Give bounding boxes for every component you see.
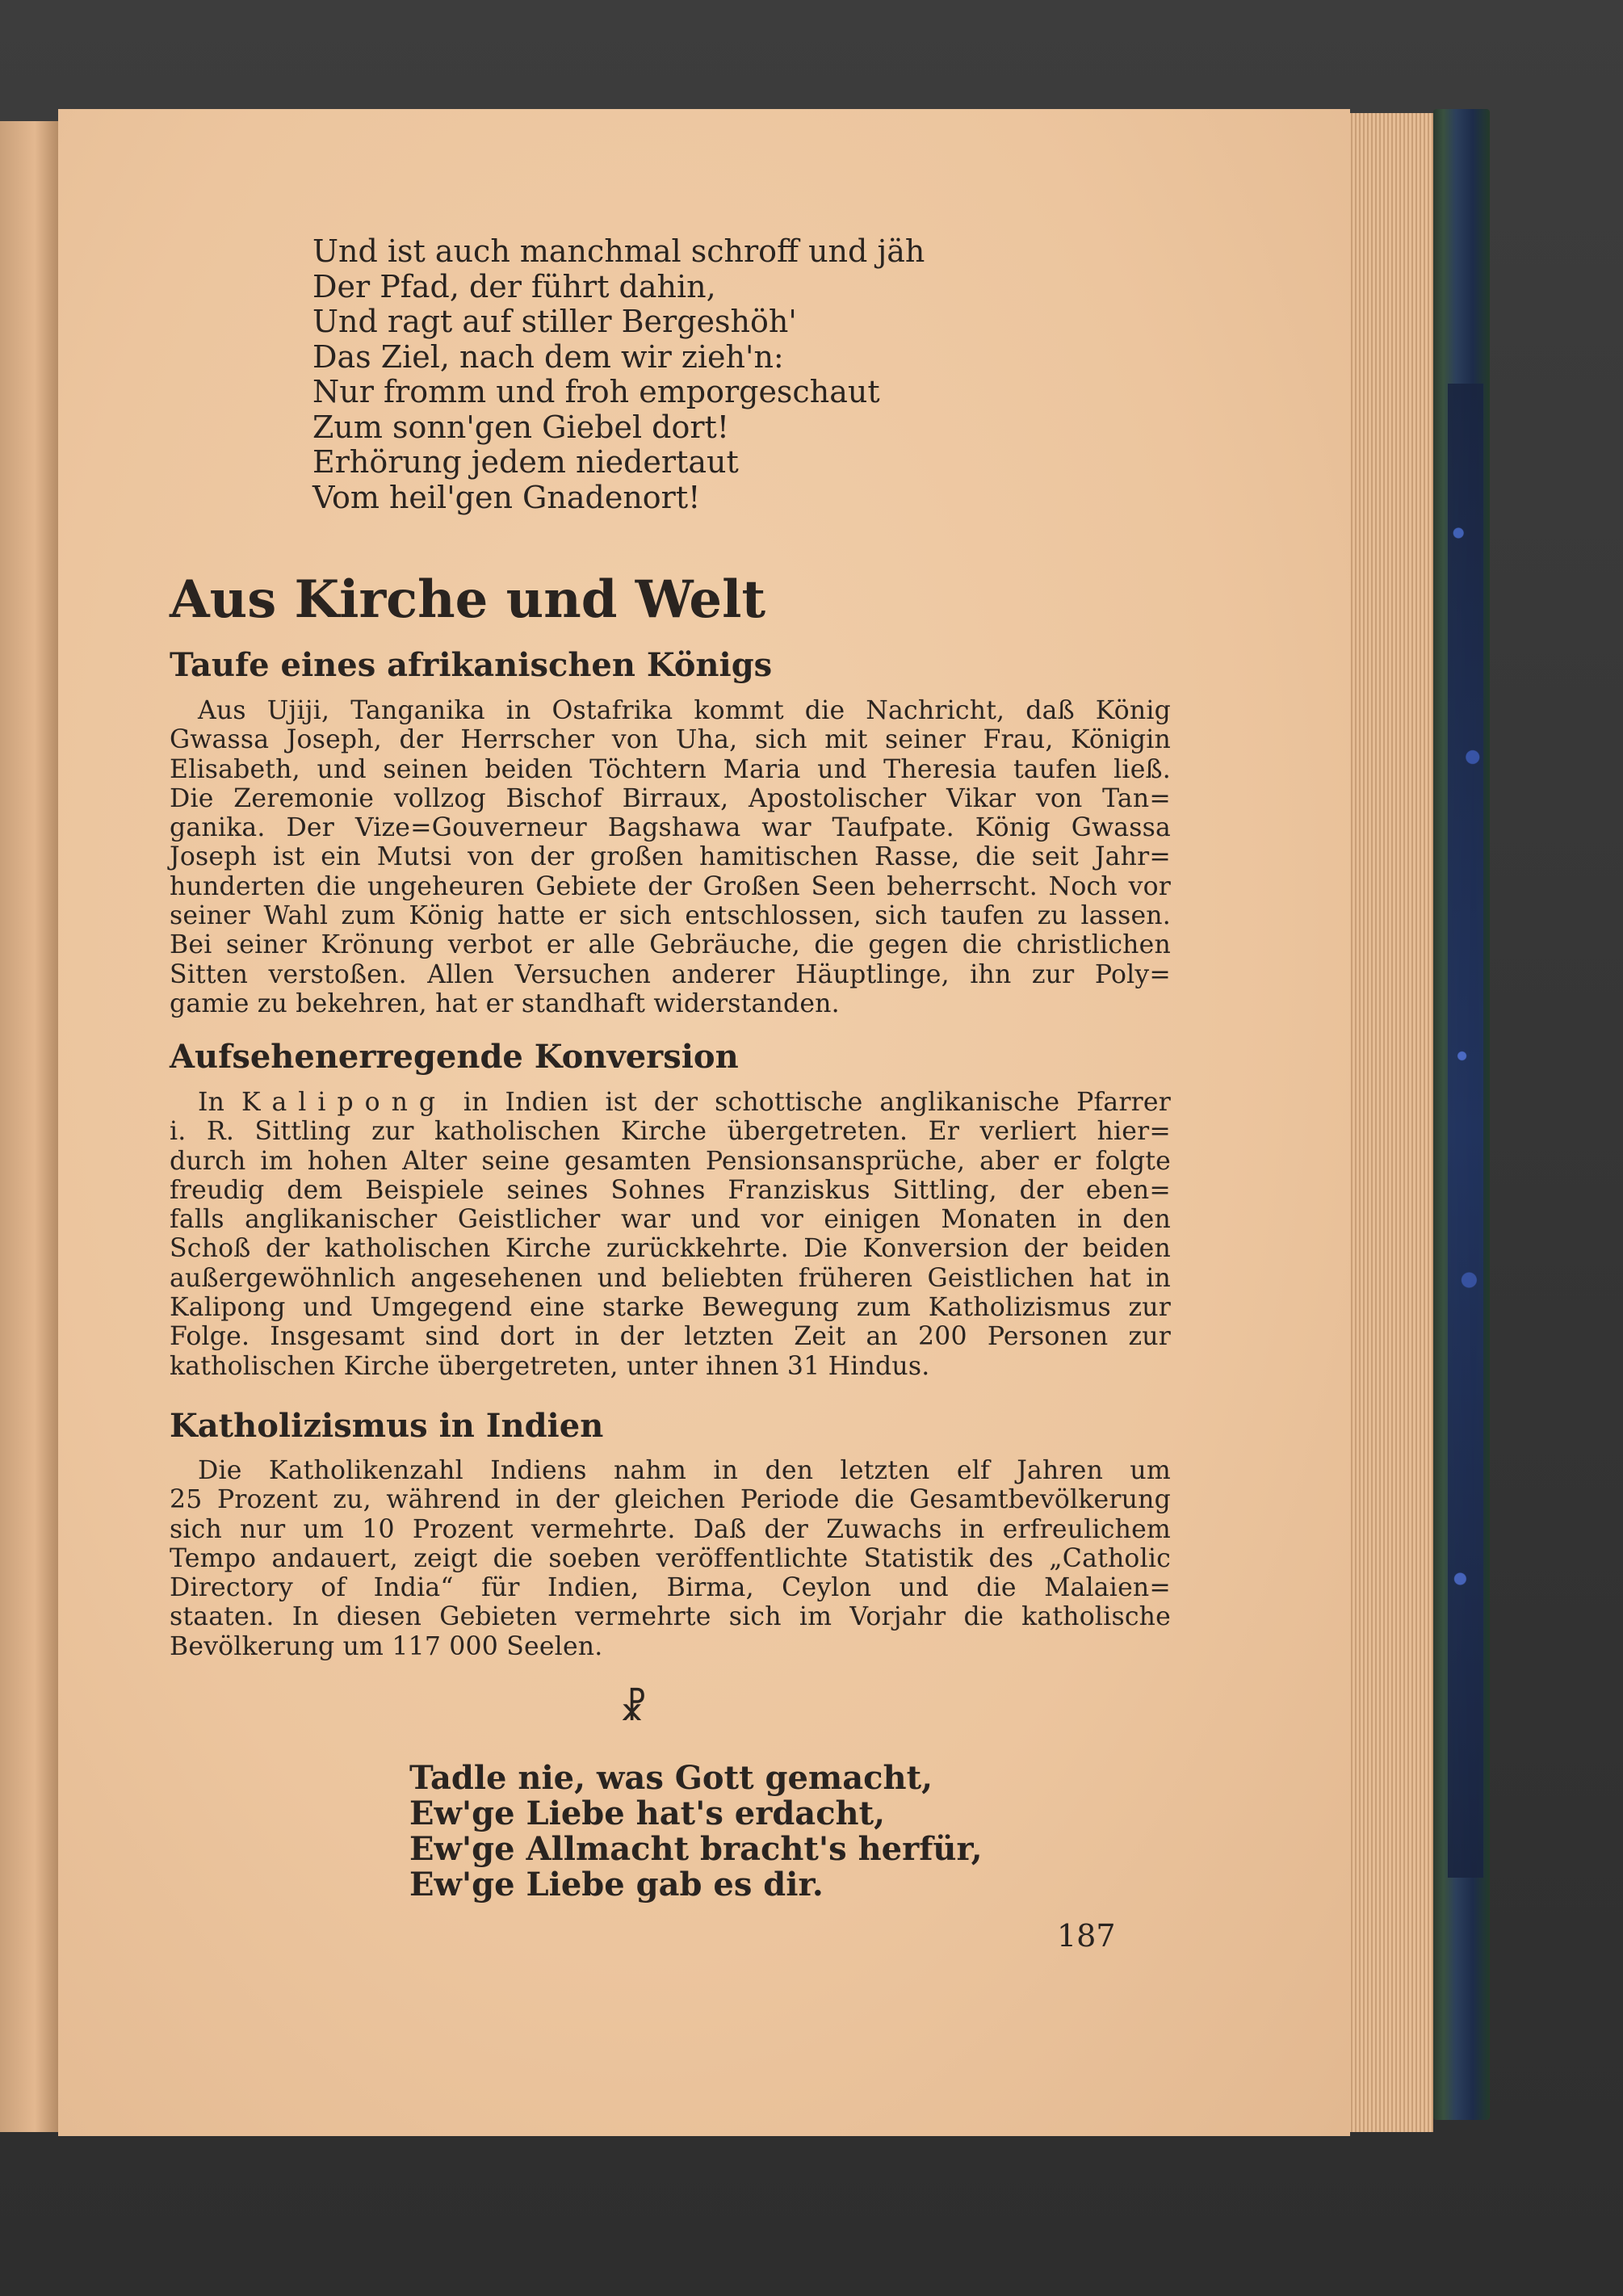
text-line: 25 Prozent zu, während in der gleichen Periode die Gesamtbevölkerung — [170, 1485, 1171, 1515]
poem-line: Vom heil'gen Gnadenort! — [312, 479, 701, 515]
verse-line: Tadle nie, was Gott gemacht, — [409, 1759, 933, 1797]
text-line: Die Katholikenzahl Indiens nahm in den letzten elf Jahren um — [198, 1456, 1171, 1485]
article-heading: Taufe eines afrikanischen Königs — [170, 646, 773, 684]
text-line: Tempo andauert, zeigt die soeben veröffentlichte Statistik des „Catholic — [170, 1543, 1171, 1573]
text-line: Kalipong und Umgegend eine starke Bewegung zum Katholizismus zur — [170, 1293, 1171, 1323]
text-line: staaten. In diesen Gebieten vermehrte sich im Vorjahr die katholische — [170, 1602, 1171, 1632]
text-line: Elisabeth, und seinen beiden Töchtern Maria und Theresia taufen ließ. — [170, 754, 1171, 784]
text-line: falls anglikanischer Geistlicher war und vor einigen Monaten in den — [170, 1205, 1171, 1235]
article-body — [170, 1088, 1171, 1381]
text-line: Folge. Insgesamt sind dort in der letzten Zeit an 200 Personen zur — [170, 1322, 1171, 1352]
text-line: i. R. Sittling zur katholischen Kirche übergetreten. Er verliert hier= — [170, 1117, 1171, 1147]
chi-rho-ornament-icon: ☧ — [619, 1688, 648, 1729]
text-line: freudig dem Beispiele seines Sohnes Franziskus Sittling, der eben= — [170, 1175, 1171, 1205]
poem-line: Und ist auch manchmal schroff und jäh — [312, 233, 925, 269]
page-stack-edges — [1344, 113, 1433, 2132]
text-line: seiner Wahl zum König hatte er sich entschlossen, sich taufen zu lassen. — [170, 901, 1171, 931]
text-line: Schoß der katholischen Kirche zurückkehrte. Die Konversion der beiden — [170, 1234, 1171, 1264]
facing-page-edge — [0, 121, 58, 2132]
poem-line: Und ragt auf stiller Bergeshöh' — [312, 304, 797, 339]
article-body — [170, 696, 1171, 1018]
text-line — [170, 1088, 1171, 1117]
poem-line: Das Ziel, nach dem wir zieh'n: — [312, 338, 784, 375]
article-body — [170, 1456, 1171, 1661]
text-line: ganika. Der Vize=Gouverneur Bagshawa war Taufpate. König Gwassa — [170, 813, 1171, 843]
text-fragment: In — [198, 1088, 241, 1117]
text-line: Sitten verstoßen. Allen Versuchen anderer Häuptlinge, ihn zur Poly= — [170, 959, 1171, 989]
section-title: Aus Kirche und Welt — [170, 569, 765, 630]
text-line: gamie zu bekehren, hat er standhaft widerstanden. — [170, 988, 840, 1018]
text-line: Bei seiner Krönung verbot er alle Gebräuche, die gegen die christlichen — [170, 930, 1171, 960]
spaced-place-name: Kalipong — [241, 1088, 447, 1117]
poem-line: Erhörung jedem niedertaut — [312, 444, 739, 480]
text-line: Aus Ujiji, Tanganika in Ostafrika kommt die Nachricht, daß König — [198, 696, 1171, 725]
article-heading: Katholizismus in Indien — [170, 1407, 604, 1445]
poem-line: Nur fromm und froh emporgeschaut — [312, 374, 880, 409]
page-number: 187 — [1057, 1918, 1116, 1954]
text-line: Die Zeremonie vollzog Bischof Birraux, Apostolischer Vikar von Tan= — [170, 783, 1171, 813]
text-line: Gwassa Joseph, der Herrscher von Uha, sich mit seiner Frau, Königin — [170, 725, 1171, 755]
poem-line: Der Pfad, der führt dahin, — [312, 268, 716, 304]
poem-line: Zum sonn'gen Giebel dort! — [312, 409, 730, 445]
text-line: katholischen Kirche übergetreten, unter ihnen 31 Hindus. — [170, 1351, 930, 1381]
text-line: durch im hohen Alter seine gesamten Pensionsansprüche, aber er folgte — [170, 1146, 1171, 1176]
verse-line: Ew'ge Liebe hat's erdacht, — [409, 1794, 886, 1832]
book-page — [58, 109, 1350, 2136]
text-line: hunderten die ungeheuren Gebiete der Großen Seen beherrscht. Noch vor — [170, 871, 1171, 901]
text-line: sich nur um 10 Prozent vermehrte. Daß der Zuwachs in erfreulichem — [170, 1514, 1171, 1544]
opening-poem — [312, 234, 925, 515]
text-line: außergewöhnlich angesehenen und beliebten früheren Geistlichen hat in — [170, 1263, 1171, 1293]
text-line: Joseph ist ein Mutsi von der großen hamitischen Rasse, die seit Jahr= — [170, 842, 1171, 872]
closing-verse — [409, 1761, 983, 1903]
article-heading: Aufsehenerregende Konversion — [170, 1038, 739, 1076]
text-fragment: in Indien ist der schottische anglikanische Pfarrer — [447, 1088, 1171, 1117]
verse-line: Ew'ge Allmacht bracht's herfür, — [409, 1830, 983, 1868]
text-line: Directory of India“ für Indien, Birma, Ceylon und die Malaien= — [170, 1573, 1171, 1603]
verse-line: Ew'ge Liebe gab es dir. — [409, 1866, 824, 1904]
text-line: Bevölkerung um 117 000 Seelen. — [170, 1631, 603, 1661]
book-cover-edge — [1433, 109, 1490, 2120]
